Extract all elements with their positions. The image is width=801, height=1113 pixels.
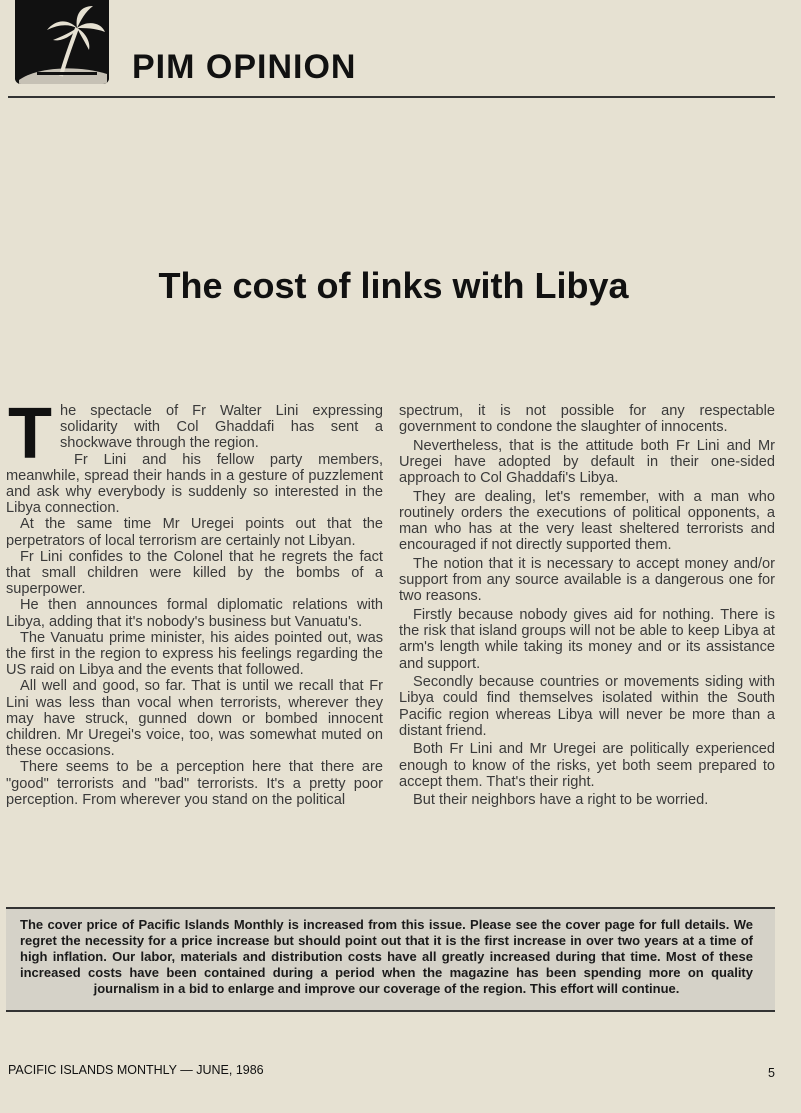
body-paragraph: Nevertheless, that is the attitude both Fr Lini and Mr Uregei have adopted by default in their one-sided approach to Col Ghaddafi's Libya. [399,437,775,487]
article-column-left [6,394,383,808]
body-paragraph: Secondly because countries or movements siding with Libya could find themselves isolated within the South Pacific region whereas Libya will never be more than a distant friend. [399,674,775,739]
body-paragraph: Both Fr Lini and Mr Uregei are politically experienced enough to know of the risks, yet both seem prepared to accept them. That's their right. [399,741,775,790]
body-paragraph-continued: spectrum, it is not possible for any respectable government to condone the slaughter of innocents. [399,403,775,436]
headline-text: The cost of links with Libya [158,265,629,306]
palm-tree-logo [15,0,109,84]
body-paragraph: Fr Lini and his fellow party members, meanwhile, spread their hands in a gesture of puzzlement and ask why everybody is suddenly so interested in the Libya connection. [6,451,383,517]
lead-paragraph [6,394,383,474]
price-notice-text: The cover price of Pacific Islands Monthly is increased from this issue. Please see the cover page for full details. We regret the necessity for a price increase but should point out that it is the first increase in over two years at a time of high inflation. Our labor, materials and distribution costs have all greatly increased during that time. Most of these increased costs have been contained during a period when the magazine has been spending more on quality journalism in a bid to enlarge and improve our coverage of the region. This effort will continue. [20,917,753,996]
article-headline [0,263,787,308]
body-paragraph: Fr Lini confides to the Colonel that he regrets the fact that small children were killed by the bombs of a superpower. [6,548,383,598]
body-paragraph: At the same time Mr Uregei points out that the perpetrators of local terrorism are certainly not Libyan. [6,516,383,549]
body-paragraph: All well and good, so far. That is until we recall that Fr Lini was less than vocal when terrorists, wherever they may have struck, gunned down or bombed innocent children. Mr Uregei's voice, too, was somewhat muted on these occasions. [6,678,383,760]
body-paragraph: The notion that it is necessary to accept money and/or support from any source available is a dangerous one for two reasons. [399,556,775,605]
article-column-right [399,403,775,811]
page-number: 5 [768,1066,775,1080]
body-paragraph: Firstly because nobody gives aid for nothing. There is the risk that island groups will not be able to keep Libya at arm's length while taking its money and or its assistance and support. [399,607,775,672]
header-divider [8,96,775,98]
footer-publication: PACIFIC ISLANDS MONTHLY — JUNE, 1986 [8,1063,264,1077]
body-paragraph: He then announces formal diplomatic relations with Libya, adding that it's nobody's business but Vanuatu's. [6,597,383,630]
drop-cap: T [8,394,52,474]
section-title: PIM OPINION [132,48,357,86]
price-notice-box [6,907,775,1012]
palm-tree-icon [15,0,109,84]
body-paragraph: They are dealing, let's remember, with a man who routinely orders the executions of political opponents, a man who has at the very least sheltered terrorists and encouraged if not directly supported them. [399,488,775,554]
body-paragraph: But their neighbors have a right to be worried. [413,792,709,809]
lead-paragraph-text: he spectacle of Fr Walter Lini expressing solidarity with Col Ghaddafi has sent a shockwave through the region. [59,403,383,452]
body-paragraph: There seems to be a perception here that there are "good" terrorists and "bad" terrorists. It's a pretty poor perception. From wherever you stand on the political [6,759,383,808]
body-paragraph: The Vanuatu prime minister, his aides pointed out, was the first in the region to express his feelings regarding the US raid on Libya and the events that followed. [6,629,383,679]
